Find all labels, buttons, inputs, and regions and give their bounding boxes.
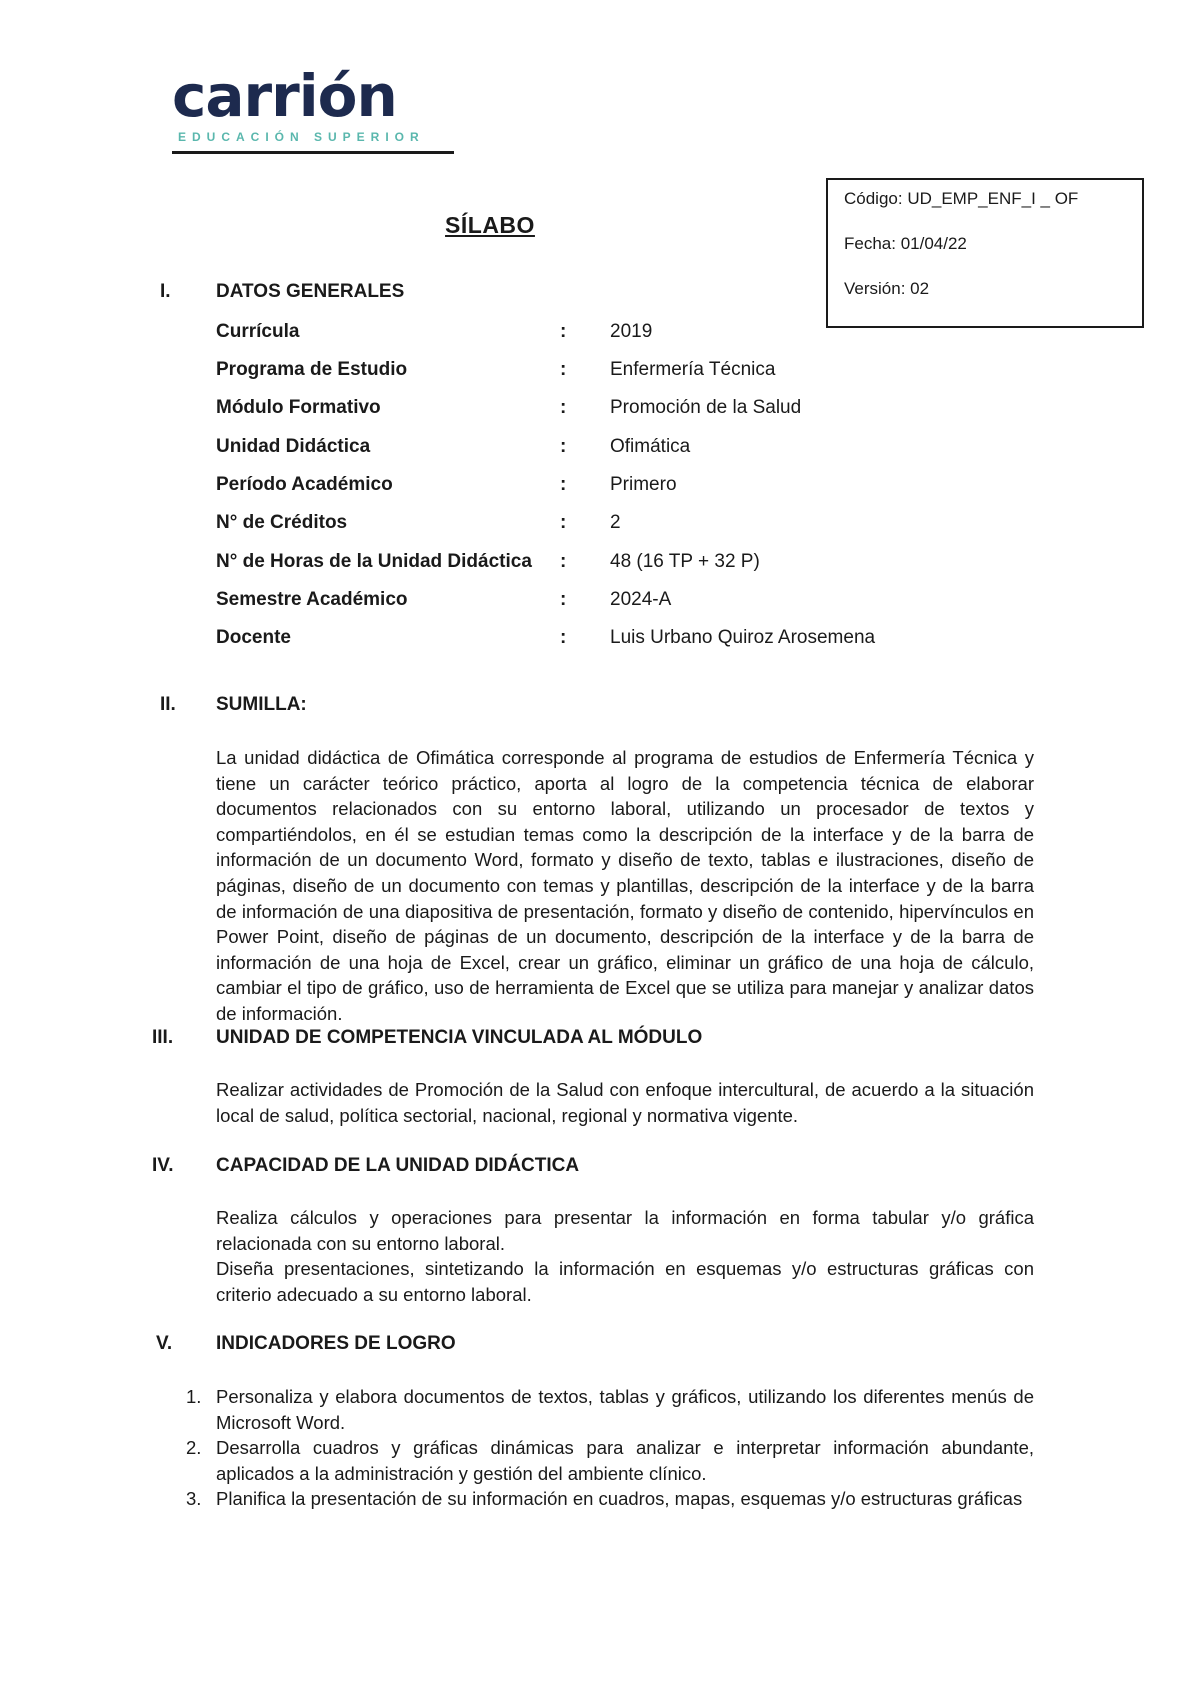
list-item <box>186 1384 1034 1435</box>
general-colon: : <box>560 627 567 648</box>
general-value: 2024-A <box>610 589 672 610</box>
general-colon: : <box>560 474 567 495</box>
list-item <box>186 1435 1034 1486</box>
general-value: Promoción de la Salud <box>610 397 802 418</box>
section-3-number: III. <box>152 1027 174 1048</box>
document-title: SÍLABO <box>445 212 535 238</box>
section-3-title: UNIDAD DE COMPETENCIA VINCULADA AL MÓDULO <box>216 1027 703 1048</box>
general-label: Unidad Didáctica <box>216 436 371 457</box>
indicadores-list <box>186 1384 1034 1512</box>
general-value: Luis Urbano Quiroz Arosemena <box>610 627 876 648</box>
general-row <box>216 393 1016 423</box>
general-label: Módulo Formativo <box>216 397 381 418</box>
section-5-title: INDICADORES DE LOGRO <box>216 1333 456 1354</box>
general-row <box>216 623 1016 653</box>
general-colon: : <box>560 512 567 533</box>
general-colon: : <box>560 436 567 457</box>
list-item-number: 2. <box>186 1437 202 1459</box>
section-2-number: II. <box>160 694 176 715</box>
section-4-title: CAPACIDAD DE LA UNIDAD DIDÁCTICA <box>216 1155 580 1176</box>
codigo-line: Código: UD_EMP_ENF_I _ OF <box>844 189 1079 208</box>
section-1-title: DATOS GENERALES <box>216 281 405 302</box>
document-code-box <box>826 178 1144 328</box>
general-colon: : <box>560 321 567 342</box>
general-label: N° de Horas de la Unidad Didáctica <box>216 551 532 572</box>
general-row <box>216 547 1016 577</box>
general-colon: : <box>560 551 567 572</box>
section-1-number: I. <box>160 281 171 302</box>
general-row <box>216 432 1016 462</box>
version-line: Versión: 02 <box>844 279 930 298</box>
sumilla-paragraph: La unidad didáctica de Ofimática corresponde al programa de estudios de Enfermería Técnica y tiene un carácter teórico práctico, aporta al logro de la competencia técnica de elaborar documentos relacionados con su entorno laboral, utilizando un procesador de textos y compartiéndolos, en él se estudian temas como la descripción de la interface y de la barra de información de un documento Word, formato y diseño de texto, tablas e ilustraciones, diseño de páginas, diseño de un documento con temas y plantillas, descripción de la interface y de la barra de información de una diapositiva de presentación, formato y diseño de contenido, hipervínculos en Power Point, diseño de páginas de un documento, descripción de la interface y de la barra de información de una hoja de Excel, crear un gráfico, eliminar un gráfico de una hoja de cálculo, cambiar el tipo de gráfico, uso de herramienta de Excel que se utiliza para manejar y analizar datos de información. <box>216 747 1034 1024</box>
capacidad-paragraph-2: Diseña presentaciones, sintetizando la información en esquemas y/o estructuras gráficas con criterio adecuado a su entorno laboral. <box>216 1258 1034 1305</box>
general-colon: : <box>560 589 567 610</box>
general-label: Docente <box>216 627 291 648</box>
general-value: 2 <box>610 512 621 533</box>
list-item-text: Planifica la presentación de su información en cuadros, mapas, esquemas y/o estructuras gráficas <box>216 1488 1023 1510</box>
general-label: Currícula <box>216 321 300 342</box>
general-value: 48 (16 TP + 32 P) <box>610 551 760 572</box>
list-item-number: 1. <box>186 1386 202 1407</box>
general-label: Programa de Estudio <box>216 359 408 380</box>
general-colon: : <box>560 359 567 380</box>
list-item <box>186 1486 1034 1512</box>
general-value: Enfermería Técnica <box>610 359 776 380</box>
general-colon: : <box>560 397 567 418</box>
general-row <box>216 470 1016 500</box>
general-row <box>216 585 1016 615</box>
capacidad-paragraph-1: Realiza cálculos y operaciones para presentar la información en forma tabular y/o gráfica relacionada con su entorno laboral. <box>216 1207 1034 1254</box>
general-value: Primero <box>610 474 677 495</box>
logo-tagline: EDUCACIÓN SUPERIOR <box>178 130 425 144</box>
general-label: Semestre Académico <box>216 589 408 610</box>
logo-underline <box>172 151 454 154</box>
logo-wordmark: carrión <box>172 62 397 130</box>
general-value: 2019 <box>610 321 653 342</box>
list-item-text: Desarrolla cuadros y gráficas dinámicas para analizar e interpretar información abundante, aplicados a la administración y gestión del ambiente clínico. <box>216 1437 1034 1484</box>
general-row <box>216 317 1016 347</box>
general-row <box>216 508 1016 538</box>
general-row <box>216 355 1016 385</box>
section-4-number: IV. <box>152 1155 174 1176</box>
general-label: N° de Créditos <box>216 512 348 533</box>
list-item-number: 3. <box>186 1488 202 1510</box>
general-label: Período Académico <box>216 474 393 495</box>
section-5-number: V. <box>156 1333 173 1354</box>
section-2-title: SUMILLA: <box>216 694 307 715</box>
list-item-text: Personaliza y elabora documentos de textos, tablas y gráficos, utilizando los diferentes menús de Microsoft Word. <box>216 1386 1034 1433</box>
fecha-line: Fecha: 01/04/22 <box>844 234 967 253</box>
logo <box>172 62 458 144</box>
competencia-paragraph: Realizar actividades de Promoción de la Salud con enfoque intercultural, de acuerdo a la situación local de salud, política sectorial, nacional, regional y normativa vigente. <box>216 1079 1034 1126</box>
general-value: Ofimática <box>610 436 691 457</box>
